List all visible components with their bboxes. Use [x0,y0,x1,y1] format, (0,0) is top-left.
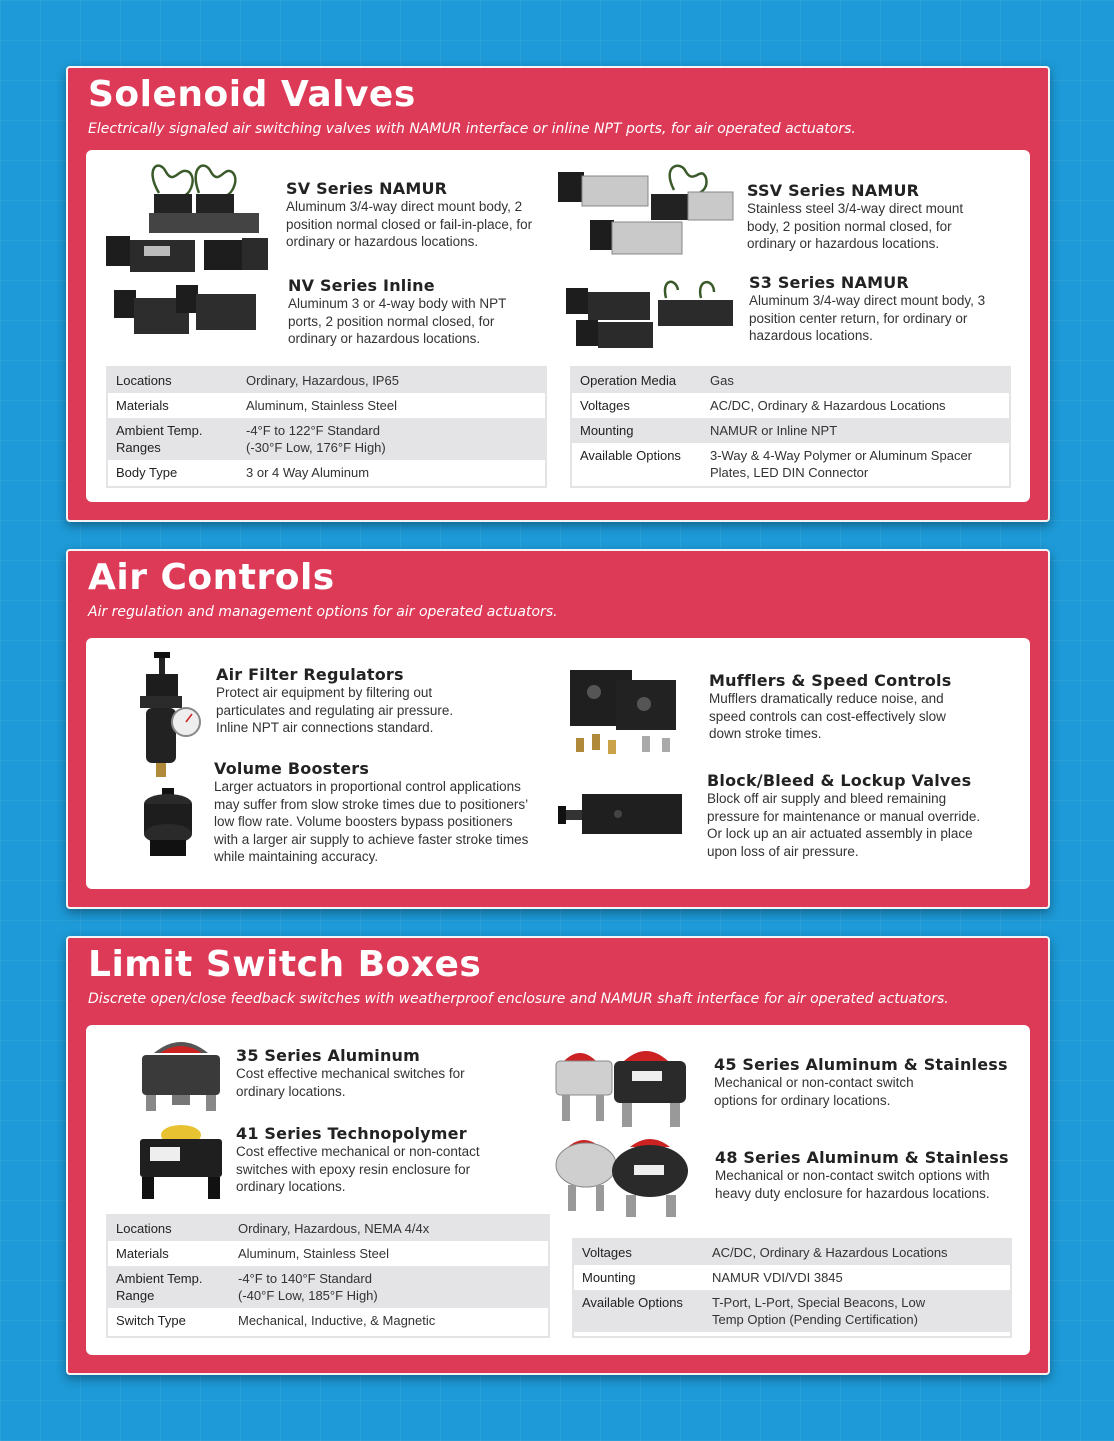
41-series-switch-image [136,1121,226,1203]
spec-value: NAMUR VDI/VDI 3845 [704,1265,1010,1290]
48-series-switch-image [554,1129,694,1221]
spec-value: AC/DC, Ordinary & Hazardous Locations [704,1240,1010,1265]
spec-value: AC/DC, Ordinary & Hazardous Locations [702,393,1009,418]
volume-booster-image [136,788,201,860]
product-description: Stainless steel 3/4-way direct mount body, 2 position normal closed, for ordinary or hazardous locations. [747,201,964,251]
product-title: 35 Series Aluminum [236,1046,420,1065]
air-filter-regulator-image [126,652,206,782]
spec-key: Ambient Temp. Ranges [108,418,238,460]
product-description: Cost effective mechanical switches for ordinary locations. [236,1066,465,1099]
spec-key: Ambient Temp. Range [108,1266,230,1308]
section-title: Limit Switch Boxes [88,944,482,985]
product-description: Larger actuators in proportional control applications may suffer from slow stroke times due to positioners’ low flow rate. Volume boosters bypass positioners with a larger air supply to achieve faster stroke times while maintaining accuracy. [214,779,529,864]
product-description: Protect air equipment by filtering out particulates and regulating air pressure. Inline NPT air connections standard. [216,685,454,735]
35-series-switch-image [136,1035,226,1117]
product-title: NV Series Inline [288,276,435,295]
spec-key: Switch Type [108,1308,230,1333]
spec-value: -4°F to 140°F Standard (-40°F Low, 185°F High) [230,1266,548,1308]
product-title: Block/Bleed & Lockup Valves [707,771,972,790]
spec-key: Available Options [574,1290,704,1332]
spec-value: Aluminum, Stainless Steel [230,1241,548,1266]
spec-key: Voltages [572,393,702,418]
product-title: S3 Series NAMUR [749,273,909,292]
spec-key: Mounting [572,418,702,443]
product-description: Cost effective mechanical or non-contact switches with epoxy resin enclosure for ordinary locations. [236,1144,480,1194]
specs-table-left [106,366,547,488]
product-title: 45 Series Aluminum & Stainless [714,1055,1008,1074]
section-title: Solenoid Valves [88,74,416,115]
ssv-series-valve-image [556,160,736,270]
product-description: Mechanical or non-contact switch options with heavy duty enclosure for hazardous locations. [715,1168,990,1201]
45-series-switch-image [554,1039,694,1129]
spec-value: T-Port, L-Port, Special Beacons, Low Temp Option (Pending Certification) [704,1290,1010,1332]
product-description: Aluminum 3/4-way direct mount body, 3 position center return, for ordinary or hazardous locations. [749,293,986,343]
specs-table-right [570,366,1011,488]
spec-value: Mechanical, Inductive, & Magnetic [230,1308,548,1333]
product-title: SV Series NAMUR [286,179,448,198]
product-description: Aluminum 3/4-way direct mount body, 2 position normal closed or fail-in-place, for ordinary or hazardous locations. [286,199,533,249]
spec-value: NAMUR or Inline NPT [702,418,1009,443]
spec-value: Ordinary, Hazardous, NEMA 4/4x [230,1216,548,1241]
specs-table-left [106,1214,550,1338]
product-title: SSV Series NAMUR [747,181,920,200]
product-title: Air Filter Regulators [216,665,404,684]
product-description: Mechanical or non-contact switch options for ordinary locations. [714,1075,914,1108]
spec-key: Locations [108,1216,230,1241]
spec-key: Voltages [574,1240,704,1265]
product-title: Volume Boosters [214,759,370,778]
product-title: Mufflers & Speed Controls [709,671,952,690]
nv-series-valve-image [114,280,274,345]
products-panel [86,1025,1030,1355]
solenoid-valves-section [66,66,1050,522]
air-controls-section [66,549,1050,909]
section-subtitle: Air regulation and management options for air operated actuators. [88,604,558,620]
spec-value: -4°F to 122°F Standard (-30°F Low, 176°F High) [238,418,545,460]
spec-value: 3-Way & 4-Way Polymer or Aluminum Spacer Plates, LED DIN Connector [702,443,1009,485]
products-panel [86,638,1030,889]
limit-switch-boxes-section [66,936,1050,1375]
mufflers-speed-controls-image [564,666,694,766]
spec-key: Materials [108,393,238,418]
section-subtitle: Discrete open/close feedback switches with weatherproof enclosure and NAMUR shaft interface for air operated actuators. [88,991,949,1007]
product-title: 48 Series Aluminum & Stainless [715,1148,1009,1167]
product-description: Mufflers dramatically reduce noise, and speed controls can cost-effectively slow down stroke times. [709,691,946,741]
product-description: Block off air supply and bleed remaining pressure for maintenance or manual override. Or lock up an air actuated assembly in place upon loss of air pressure. [707,791,981,859]
spec-key: Available Options [572,443,702,485]
spec-value: Ordinary, Hazardous, IP65 [238,368,545,393]
product-title: 41 Series Technopolymer [236,1124,467,1143]
spec-key: Body Type [108,460,238,485]
section-title: Air Controls [88,557,335,598]
spec-value: 3 or 4 Way Aluminum [238,460,545,485]
block-bleed-valve-image [558,788,688,843]
sv-series-valve-image [104,158,274,293]
spec-value: Gas [702,368,1009,393]
products-panel [86,150,1030,502]
section-subtitle: Electrically signaled air switching valves with NAMUR interface or inline NPT ports, for air operated actuators. [88,121,856,137]
product-description: Aluminum 3 or 4-way body with NPT ports, 2 position normal closed, for ordinary or hazardous locations. [288,296,507,346]
s3-series-valve-image [566,278,741,353]
spec-value: Aluminum, Stainless Steel [238,393,545,418]
spec-key: Materials [108,1241,230,1266]
spec-key: Operation Media [572,368,702,393]
spec-key: Locations [108,368,238,393]
specs-table-right [572,1238,1012,1338]
spec-key: Mounting [574,1265,704,1290]
